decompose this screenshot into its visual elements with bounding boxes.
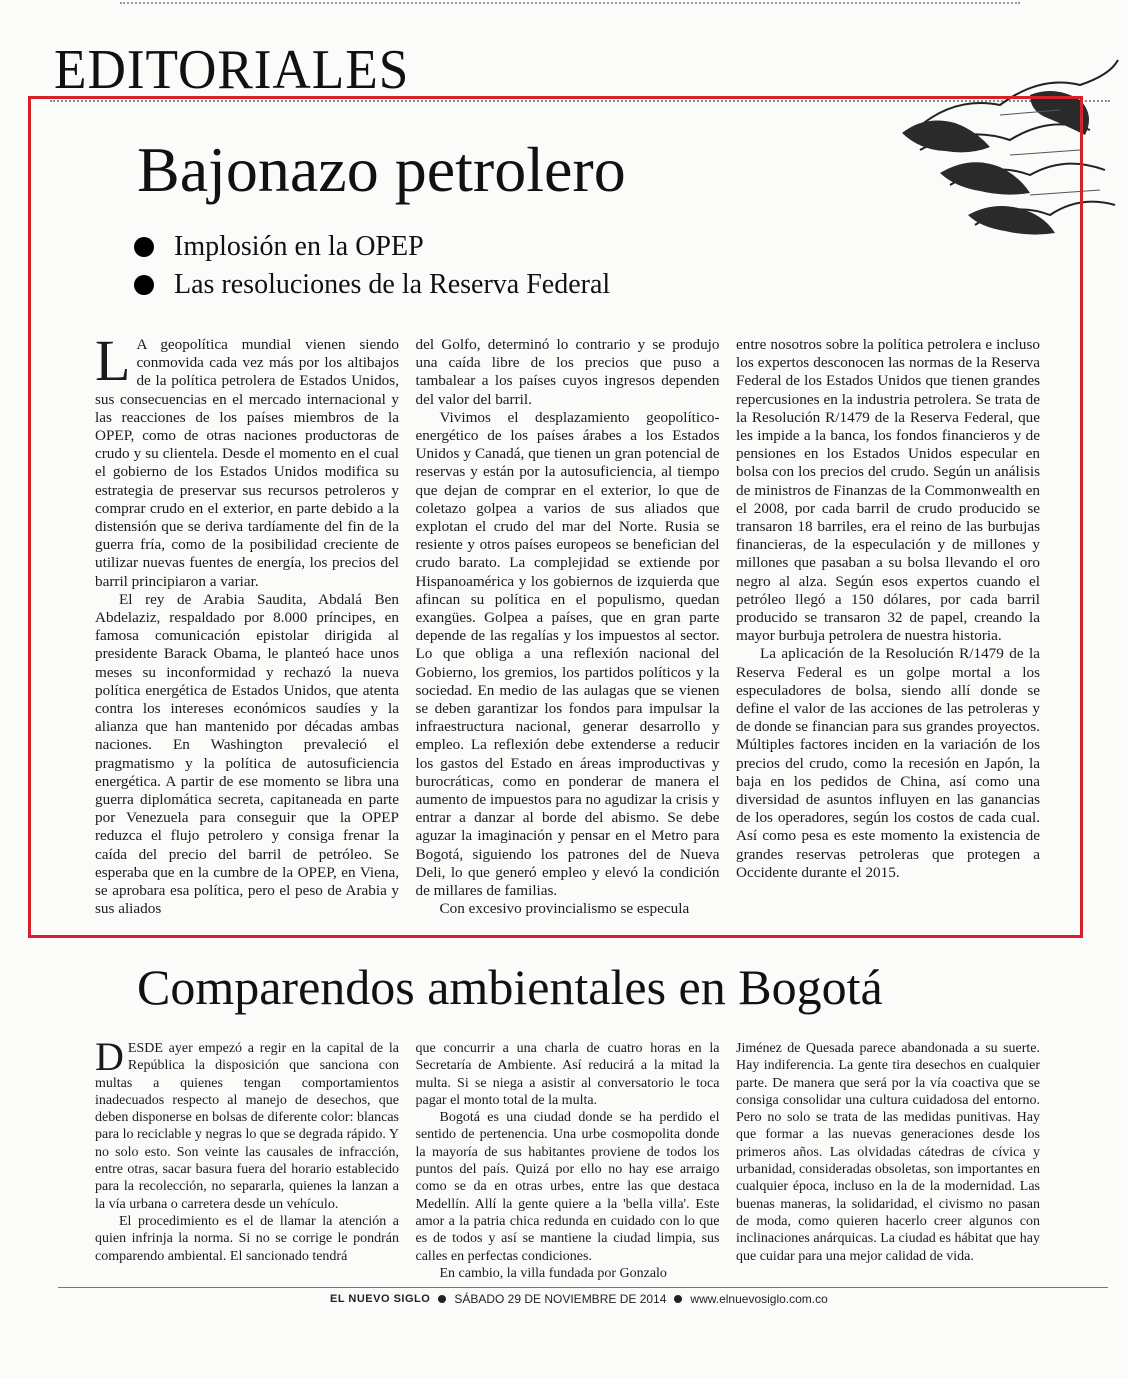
paragraph: El rey de Arabia Saudita, Abdalá Ben Abdelaziz, respaldado por 8.000 príncipes, en famosa comunicación epistolar dirigida al presidente Barack Obama, le planteó hace unos meses su inconformidad y rechazó la nueva política energética de Estados Unidos, que atenta contra los intereses económicos saudíes y la alianza que han mantenido por décadas ambas naciones. En Washington prevaleció el pragmatismo y la política de autosuficiencia energética. A partir de ese momento se libra una guerra diplomática secreta, capitaneada en parte por Venezuela para conseguir que la OPEP reduzca el flujo petrolero y consiga frenar la caída del precio del barril de petróleo. Se esperaba que en la cumbre de la OPEP, en Viena, se aprobara esa política, pero el peso de Arabia y sus aliados (95, 590, 399, 918)
article-body (95, 1040, 1040, 1285)
newspaper-brand: EL NUEVO SIGLO (330, 1293, 431, 1305)
drop-cap: L (95, 336, 131, 393)
bullet-dot-icon (438, 1295, 446, 1303)
paragraph: DESDE ayer empezó a regir en la capital de la República la disposición que sanciona con multas a quienes tengan comportamientos inadecuados respecto al manejo de desechos, que deben disponerse en bolsas de diferente color: blancas para lo reciclable y negras lo que se degrada rápido. Y no solo esto. Son veinte las causales de infracción, entre otras, sacar basura fuera del horario establecido para la recolección, no separarla, quienes la lanzan a la vía urbana o carretera desde un vehículo. (95, 1040, 399, 1212)
paragraph: Jiménez de Quesada parece abandonada a su suerte. Hay indiferencia. La gente tira desechos en cualquier parte. De manera que será por la vía coactiva que se consiga consolidar una cultura cuidadosa del entorno. Pero no solo se trata de las medidas punitivas. Hay que formar a las nuevas generaciones desde los primeros años. Las olvidadas cátedras de cívica y urbanidad, consideradas obsoletas, son importantes en cualquier época, incluso en la de la modernidad. Las buenas maneras, la solidaridad, el civismo no pasan de moda, como quieren hacerlo creer algunos con inclinaciones anárquicas. La ciudad es hábitat que hay que cuidar para una mejor calidad de vida. (736, 1041, 1040, 1264)
article-column (416, 1040, 720, 1285)
paragraph: que concurrir a una charla de cuatro horas en la Secretaría de Ambiente. Así reducirá a la mitad la multa. Si se niega a asistir al conversatorio le toca pagar el monto total de la multa. (415, 1041, 720, 1108)
paragraph: La aplicación de la Resolución R/1479 de la Reserva Federal es un golpe mortal a los especuladores de bolsa, siendo allí donde se define el valor de las acciones de las petroleras y de donde se financian para sus grandes proyectos. Múltiples factores inciden en la variación de los precios del crudo, como la recesión en Japón, la baja en los pedidos de China, así como una diversidad de asuntos influyen en las ganancias de los operadores, según los costos de cada cual. Así como pesa es este momento la existencia de grandes reservas petroleras que protegen a Occidente durante el 2015. (736, 645, 1040, 881)
paragraph: Vivimos el desplazamiento geopolítico-energético de los países árabes a los Estados Unidos y Canadá, que tienen un gran potencial de reservas y están por la autosuficiencia, al tiempo que dejan de comprar en el exterior, lo que de coletazo golpea a varios de sus aliados que explotan el crudo del mar del Norte. Rusia se resiente y otros países europeos se benefician del crudo barato. La complejidad se extiende por Hispanoamérica y los gobiernos de izquierda que afincan su política en el populismo, quedan exangües. Golpea a países, que en gran parte depende de las regalías y los impuestos al sector. Lo que obliga a una reflexión nacional del Gobierno, los gremios, los partidos políticos y la sociedad. En medio de las aulagas que se vienen se deben garantizar los fondos para impulsar la infraestructura nacional, generar desarrollo y empleo. La reflexión debe extenderse a reducir los gastos del Estado en áreas improductivas y burocráticas, como en ponderar de manera el aumento de impuestos para no agudizar la crisis y entrar a danzar al borde del abismo. Se debe aguzar la imaginación y pensar en el Metro para Bogotá, siguiendo los patrones del de Nueva Deli, lo que generó empleo y elevó la condición de millares de familias. (415, 408, 720, 900)
paragraph: Bogotá es una ciudad donde se ha perdido el sentido de pertenencia. Una urbe cosmopolita donde la mayoría de sus habitantes proviene de todos los puntos del país. Quizá por ello no hay ese arraigo como se da en otras urbes, entre las que destaca Medellín. Allí la gente quiere a la 'bella villa'. Este amor a la patria chica redunda en cuidado con lo que es de todos y así se mantiene la ciudad limpia, sus calles en perfectas condiciones. (415, 1110, 720, 1264)
top-dotted-rule (120, 2, 1020, 7)
paragraph: entre nosotros sobre la política petrolera e incluso los expertos desconocen las normas de la Reserva Federal de los Estados Unidos que tienen grandes repercusiones en la industria petrolera. Se trata de la Resolución R/1479 de la Reserva Federal, que les impide a la banca, los fondos financieros y de pensiones en los Estados Unidos especular en bolsa con los precios del crudo. Según un análisis de ministros de Finanzas de la Commonwealth en el 2008, por cada barril de crudo producido se transaron 18 barriles, era el reino de las burbujas financieras, de la especulación y de millones y millones que pasaban a su bolsa llevando el oro negro al alza. Según esos expertos cuando el petróleo llegó a 150 dólares, por cada barril producido se transaron 32 de papel, creando la mayor burbuja petrolera de nuestra historia. (736, 336, 1040, 645)
article-headline: Comparendos ambientales en Bogotá (137, 959, 883, 1015)
paragraph: Con excesivo provincialismo se especula (439, 900, 690, 918)
paragraph: El procedimiento es el de llamar la atención a quien infrinja la norma. Si no se corrige le pondrán comparendo ambiental. El sancionado tendrá (95, 1213, 399, 1264)
article-column (95, 1040, 399, 1285)
highlight-box (28, 96, 1083, 938)
article-column (736, 1040, 1040, 1285)
subheading-text: Las resoluciones de la Reserva Federal (174, 269, 611, 300)
article-headline: Bajonazo petrolero (137, 134, 626, 205)
section-title: EDITORIALES (54, 39, 410, 101)
publication-date: SÁBADO 29 DE NOVIEMBRE DE 2014 (454, 1292, 667, 1306)
drop-cap: D (95, 1040, 124, 1079)
paragraph: L A geopolítica mundial vienen siendo conmovida cada vez más por los altibajos de la política petrolera de Estados Unidos, sus consecuencias en el mercado internacional y las reacciones de los países miembros de la OPEP, como de otras naciones productoras de crudo y su clientela. Desde el momento en el cual el gobierno de los Estados Unidos modifica su estrategia de preservar sus recursos petroleros y comprar crudo en el exterior, en parte debido a la distensión que se deriva tardíamente del fin de la guerra fría, como de la posibilidad creciente de utilizar nuevas fuentes de energía, los precios del barril principiaron a variar. (95, 336, 399, 590)
paragraph: En cambio, la villa fundada por Gonzalo (439, 1265, 667, 1281)
footer-rule (58, 1287, 1108, 1288)
bullet-dot-icon (674, 1295, 682, 1303)
page-footer (330, 1292, 828, 1306)
paragraph: del Golfo, determinó lo contrario y se produjo una caída libre de los precios que puso a tambalear a los países cuyos ingresos dependen del valor del barril. (415, 336, 720, 408)
subheading-text: Implosión en la OPEP (174, 231, 424, 262)
website-url: www.elnuevosiglo.com.co (690, 1292, 828, 1306)
